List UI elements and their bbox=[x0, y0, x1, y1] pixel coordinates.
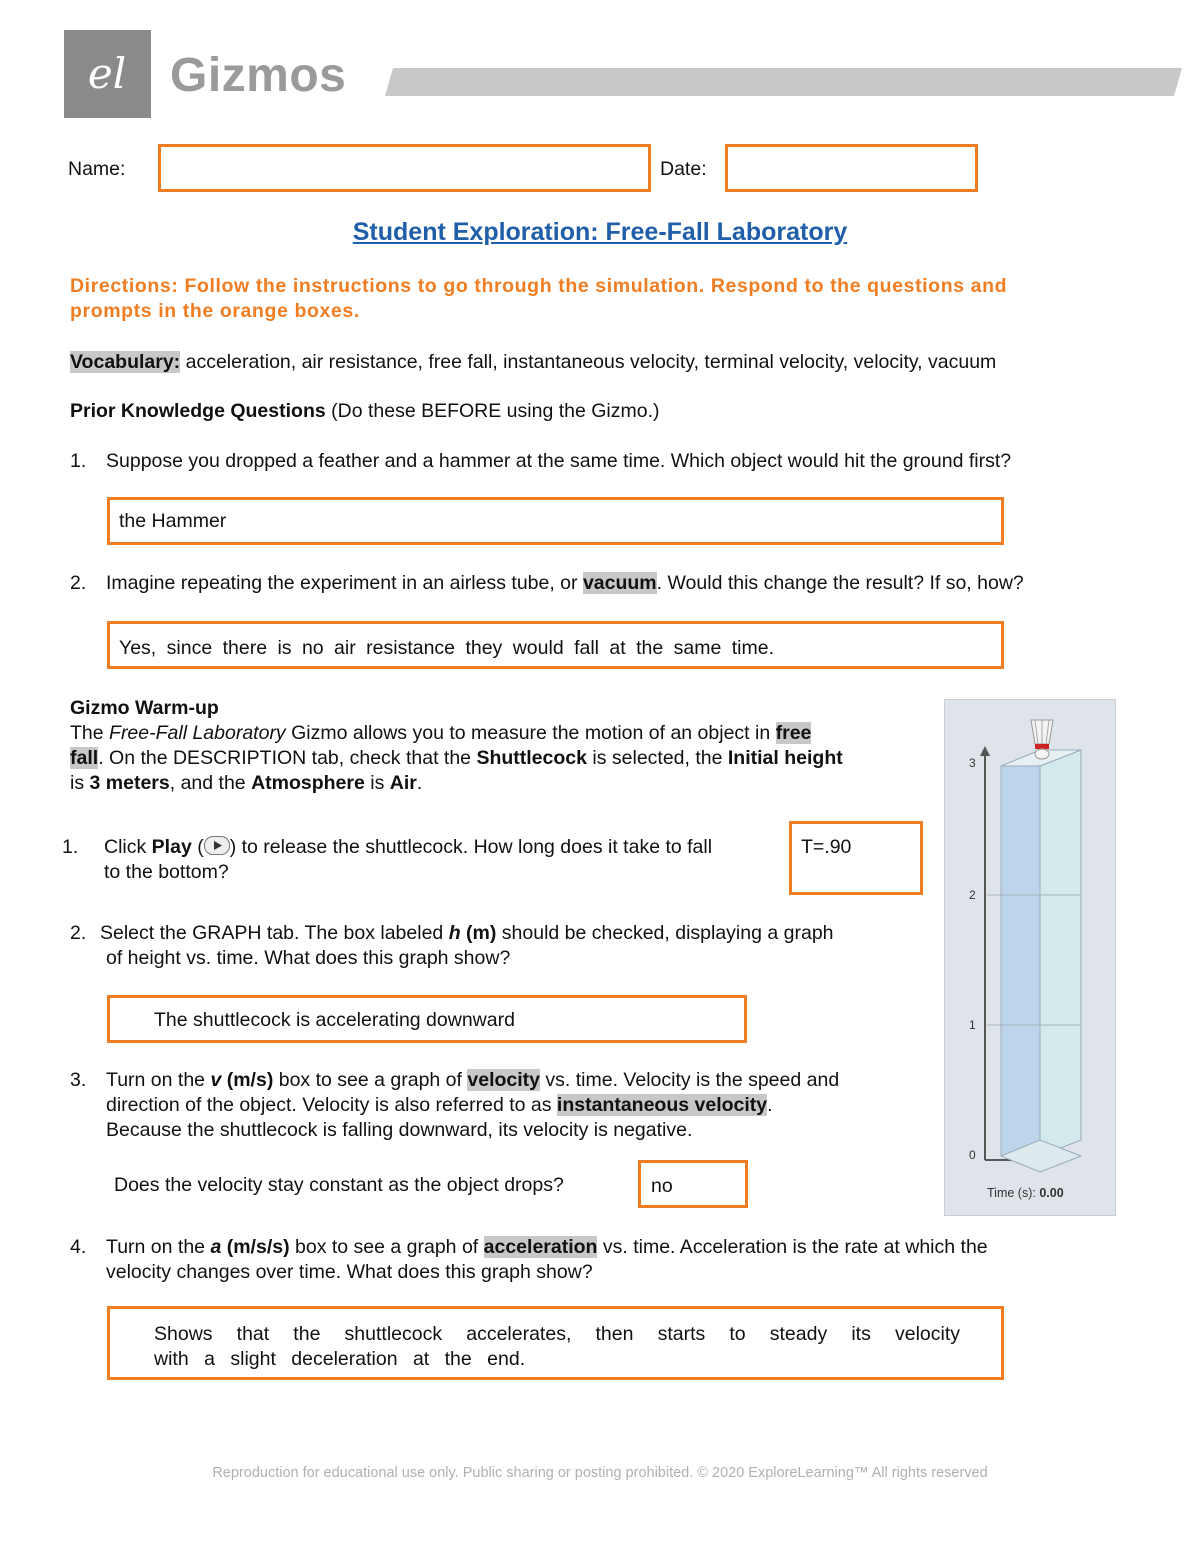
axis-tick-1: 1 bbox=[969, 1018, 976, 1032]
q3-part: vs. time. Velocity is the speed and bbox=[545, 1069, 840, 1091]
warmup-q1-number: 1. bbox=[62, 836, 79, 858]
warmup-intro bbox=[70, 721, 932, 796]
date-label: Date: bbox=[660, 158, 707, 180]
prior-knowledge-heading bbox=[70, 399, 660, 424]
term-instantaneous-velocity: instantaneous velocity bbox=[556, 1094, 768, 1116]
prior-q2-text-after: . Would this change the result? If so, how? bbox=[656, 572, 1024, 594]
directions: Directions: Follow the instructions to go through the simulation. Respond to the questions and prompts in the orange boxes. bbox=[70, 275, 1008, 322]
warmup-heading-text: Gizmo Warm-up bbox=[70, 697, 219, 719]
axis-tick-3: 3 bbox=[969, 756, 976, 770]
term-free: free bbox=[775, 722, 812, 744]
term-acceleration: acceleration bbox=[483, 1236, 598, 1258]
warmup-q4-answer-line2: with a slight deceleration at the end. bbox=[154, 1348, 526, 1370]
header-bar bbox=[385, 68, 1182, 96]
term-play: Play bbox=[151, 836, 192, 858]
intro-part: is bbox=[70, 772, 85, 794]
name-label: Name: bbox=[68, 158, 126, 180]
q1-part: ( bbox=[197, 836, 204, 858]
prior-note: (Do these BEFORE using the Gizmo.) bbox=[331, 400, 660, 422]
warmup-q2-answer-box[interactable] bbox=[107, 995, 747, 1043]
warmup-heading bbox=[70, 696, 219, 721]
axis-arrow-icon bbox=[980, 746, 990, 756]
warmup-q1-answer-box[interactable] bbox=[789, 821, 923, 895]
q4-part: Turn on the bbox=[106, 1236, 206, 1258]
logo-glyph: el bbox=[87, 49, 127, 98]
warmup-q4-answer-box[interactable] bbox=[107, 1306, 1004, 1380]
prior-q2-answer: Yes, since there is no air resistance they would fall at the same time. bbox=[119, 637, 774, 659]
warmup-q3-answer: no bbox=[651, 1175, 673, 1197]
prior-heading-text: Prior Knowledge Questions bbox=[70, 400, 326, 422]
time-readout bbox=[987, 1186, 1064, 1200]
intro-part: is selected, the bbox=[592, 747, 723, 769]
intro-part: . bbox=[416, 772, 423, 794]
prior-q2-text-before: Imagine repeating the experiment in an airless tube, or bbox=[106, 572, 578, 594]
gizmo-name: Free-Fall Laboratory bbox=[109, 722, 286, 744]
warmup-q3-text bbox=[106, 1068, 936, 1143]
brand-name: Gizmos bbox=[170, 49, 347, 102]
warmup-q4-number: 4. bbox=[70, 1236, 87, 1258]
warmup-q4-answer-line1: Shows that the shuttlecock accelerates, then starts to steady its velocity bbox=[154, 1323, 960, 1345]
term-fall: fall bbox=[70, 747, 99, 769]
term-v: v bbox=[210, 1069, 222, 1091]
q4-part: vs. time. Acceleration is the rate at which the bbox=[602, 1236, 988, 1258]
vocabulary-label: Vocabulary: bbox=[70, 351, 181, 373]
explorelearning-logo bbox=[64, 30, 151, 118]
q3-part: Turn on the bbox=[106, 1069, 206, 1091]
q3-part: direction of the object. Velocity is also referred to as bbox=[106, 1094, 552, 1116]
intro-part: . On the DESCRIPTION tab, check that the bbox=[98, 747, 472, 769]
name-field[interactable] bbox=[158, 144, 651, 192]
tube-side bbox=[1040, 750, 1081, 1156]
q4-part: velocity changes over time. What does this graph show? bbox=[106, 1261, 593, 1283]
axis-tick-2: 2 bbox=[969, 888, 976, 902]
q2-part: Select the GRAPH tab. The box labeled bbox=[100, 922, 444, 944]
warmup-q2-text bbox=[100, 921, 930, 971]
warmup-q1-text bbox=[104, 835, 794, 885]
term-initial-height: Initial height bbox=[727, 747, 843, 769]
intro-part: Gizmo allows you to measure the motion of an object in bbox=[291, 722, 771, 744]
logo-mark-icon bbox=[64, 30, 151, 118]
term-ms: (m/s) bbox=[226, 1069, 274, 1091]
term-a: a bbox=[210, 1236, 222, 1258]
warmup-q2-answer: The shuttlecock is accelerating downward bbox=[154, 1009, 515, 1031]
q3-part: Because the shuttlecock is falling downward, its velocity is negative. bbox=[106, 1119, 693, 1141]
term-m: (m) bbox=[466, 922, 497, 944]
intro-part: is bbox=[370, 772, 385, 794]
axis-tick-0: 0 bbox=[969, 1148, 976, 1162]
tube-front bbox=[1001, 766, 1040, 1156]
q1-part: ) to release the shuttlecock. How long does it take to fall bbox=[229, 836, 713, 858]
intro-part: The bbox=[70, 722, 104, 744]
q3-part: . bbox=[767, 1094, 773, 1116]
q1-part: to the bottom? bbox=[104, 861, 229, 883]
warmup-q3-number: 3. bbox=[70, 1069, 87, 1091]
warmup-q3-subquestion: Does the velocity stay constant as the object drops? bbox=[114, 1174, 564, 1196]
q3-part: box to see a graph of bbox=[278, 1069, 462, 1091]
term-atmosphere: Atmosphere bbox=[251, 772, 365, 794]
term-meters: 3 meters bbox=[89, 772, 170, 794]
prior-q2-text bbox=[106, 571, 1186, 596]
prior-q1-number: 1. bbox=[70, 450, 87, 472]
warmup-q3-answer-box[interactable] bbox=[638, 1160, 748, 1208]
vocabulary-terms: acceleration, air resistance, free fall, instantaneous velocity, terminal velocity, velocity, vacuum bbox=[185, 351, 997, 373]
time-value: 0.00 bbox=[1039, 1186, 1064, 1200]
play-icon bbox=[204, 836, 230, 855]
footer-copyright: Reproduction for educational use only. Public sharing or posting prohibited. © 2020 ExploreLearning™ All rights reserved bbox=[212, 1465, 988, 1481]
prior-q1-answer-box[interactable] bbox=[107, 497, 1004, 545]
prior-q2-answer-box[interactable] bbox=[107, 621, 1004, 669]
term-shuttlecock: Shuttlecock bbox=[476, 747, 587, 769]
term-h: h bbox=[448, 922, 461, 944]
term-air: Air bbox=[389, 772, 417, 794]
warmup-q4-text bbox=[106, 1235, 1106, 1285]
prior-q1-text: Suppose you dropped a feather and a hammer at the same time. Which object would hit the ground first? bbox=[106, 450, 1012, 472]
prior-q1-answer: the Hammer bbox=[119, 510, 227, 532]
simulation-screenshot bbox=[944, 699, 1116, 1216]
q2-part: of height vs. time. What does this graph show? bbox=[106, 947, 511, 969]
q2-part: should be checked, displaying a graph bbox=[501, 922, 834, 944]
warmup-q2-number: 2. bbox=[70, 922, 87, 944]
prior-q2-number: 2. bbox=[70, 572, 87, 594]
term-mss: (m/s/s) bbox=[226, 1236, 290, 1258]
q4-part: box to see a graph of bbox=[295, 1236, 479, 1258]
term-vacuum: vacuum bbox=[582, 572, 657, 594]
q1-part: Click bbox=[104, 836, 147, 858]
drop-tube-illustration bbox=[945, 700, 1117, 1217]
term-velocity: velocity bbox=[467, 1069, 540, 1091]
time-label: Time (s): bbox=[987, 1186, 1036, 1200]
page-title: Student Exploration: Free-Fall Laboratory bbox=[352, 218, 848, 246]
date-field[interactable] bbox=[725, 144, 978, 192]
warmup-q1-answer: T=.90 bbox=[801, 836, 852, 858]
vocabulary bbox=[70, 350, 1170, 375]
intro-part: , and the bbox=[169, 772, 246, 794]
